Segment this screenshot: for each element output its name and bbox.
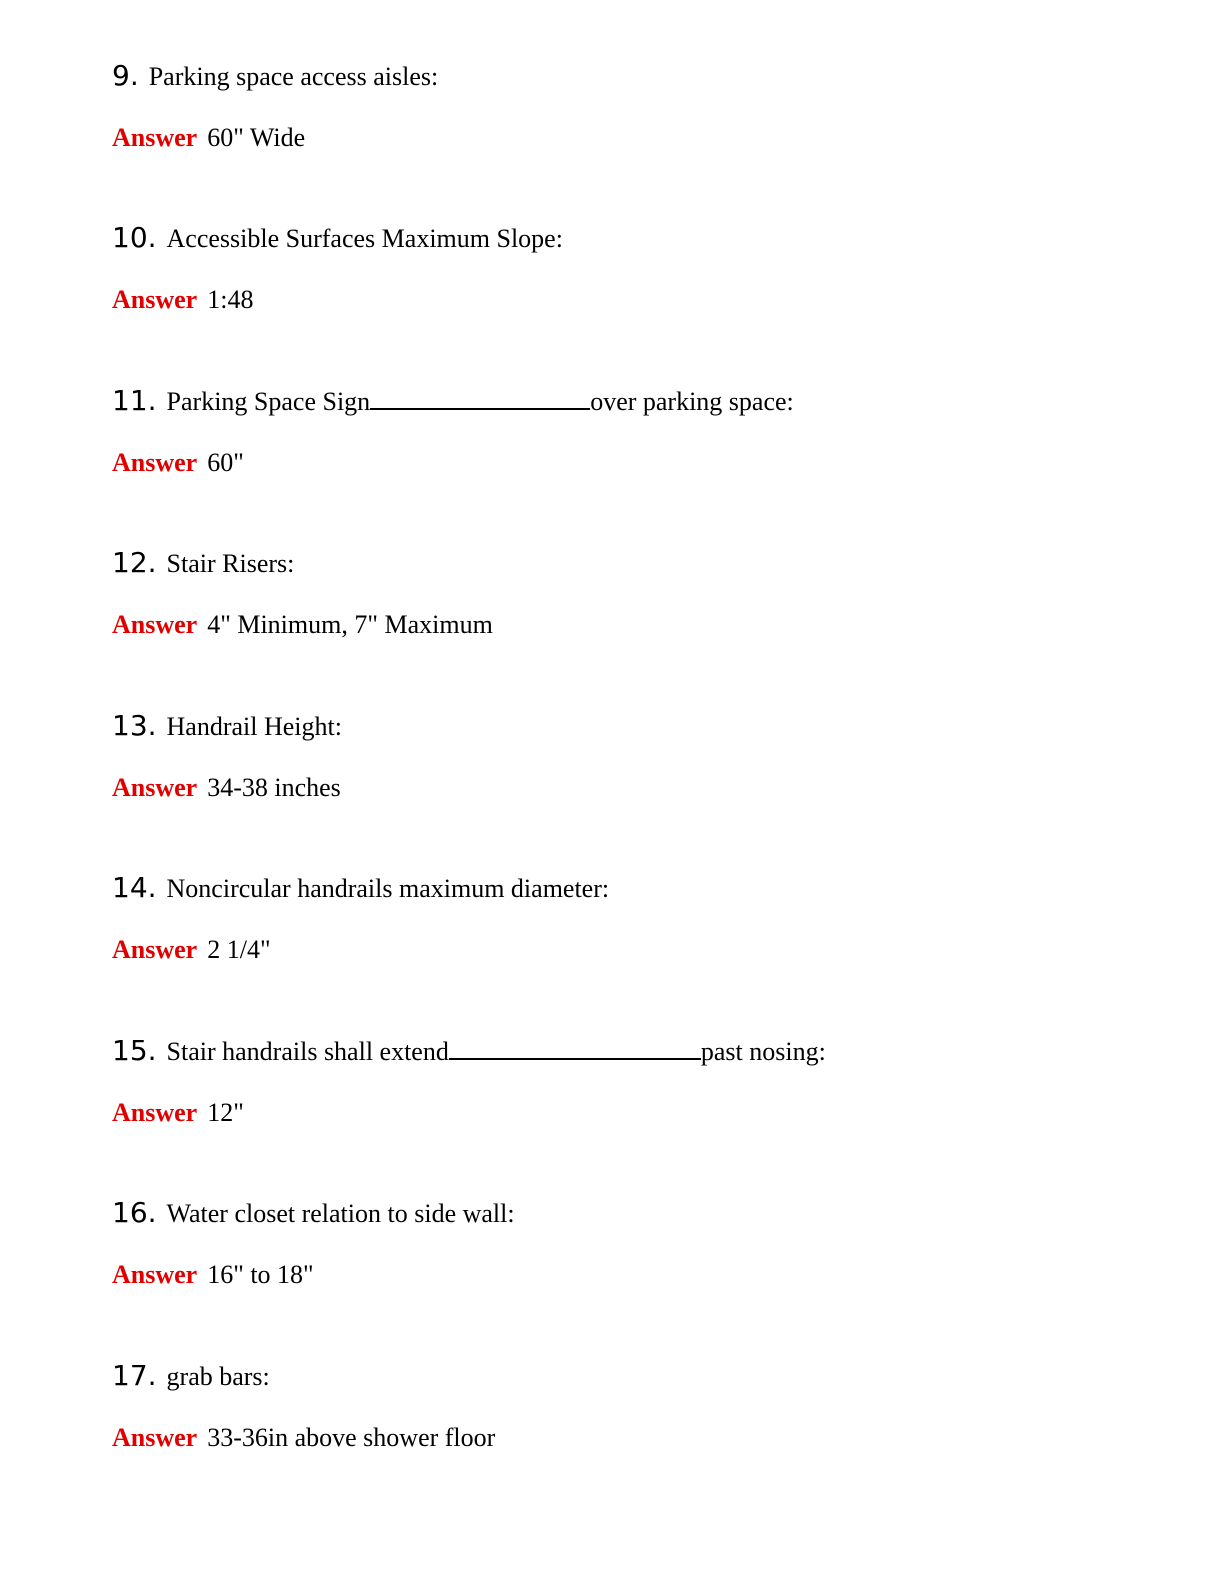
- question-line: [112, 1031, 1112, 1071]
- question-text: Accessible Surfaces Maximum Slope:: [166, 224, 563, 253]
- answer-line: [112, 768, 1112, 808]
- answer-line: [112, 1255, 1112, 1295]
- answer-label: Answer: [112, 448, 198, 477]
- question-item-12: [112, 543, 1112, 645]
- question-number: 17.: [112, 1359, 157, 1392]
- question-text: Noncircular handrails maximum diameter:: [166, 874, 610, 903]
- question-item-14: [112, 868, 1112, 970]
- question-line: [112, 868, 1112, 908]
- question-item-9: [112, 56, 1112, 158]
- question-number: 13.: [112, 709, 157, 742]
- answer-label: Answer: [112, 1260, 198, 1289]
- answer-value: 34-38 inches: [207, 773, 341, 802]
- answer-value: 60": [207, 448, 244, 477]
- answer-value: 60" Wide: [207, 123, 306, 152]
- question-number: 14.: [112, 871, 157, 904]
- question-item-13: [112, 706, 1112, 808]
- question-text-after-blank: over parking space:: [590, 387, 794, 416]
- answer-line: [112, 118, 1112, 158]
- answer-label: Answer: [112, 123, 198, 152]
- answer-value: 4" Minimum, 7" Maximum: [207, 610, 493, 639]
- answer-line: [112, 930, 1112, 970]
- question-item-10: [112, 218, 1112, 320]
- answer-line: [112, 443, 1112, 483]
- answer-label: Answer: [112, 1423, 198, 1452]
- fill-in-blank: [449, 1032, 701, 1060]
- question-item-11: [112, 381, 1112, 483]
- question-item-16: [112, 1193, 1112, 1295]
- answer-line: [112, 605, 1112, 645]
- question-line: [112, 381, 1112, 421]
- answer-value: 2 1/4": [207, 935, 271, 964]
- question-number: 10.: [112, 221, 157, 254]
- question-text: Handrail Height:: [166, 712, 342, 741]
- question-number: 12.: [112, 546, 157, 579]
- answer-value: 1:48: [207, 285, 254, 314]
- answer-line: [112, 1418, 1112, 1458]
- question-line: [112, 1356, 1112, 1396]
- answer-label: Answer: [112, 285, 198, 314]
- question-number: 15.: [112, 1034, 157, 1067]
- question-line: [112, 543, 1112, 583]
- question-item-15: [112, 1031, 1112, 1133]
- answer-line: [112, 280, 1112, 320]
- question-number: 11.: [112, 384, 157, 417]
- question-text-before-blank: Parking Space Sign: [166, 387, 371, 416]
- question-number: 9.: [112, 59, 139, 92]
- answer-value: 12": [207, 1098, 244, 1127]
- question-text-after-blank: past nosing:: [700, 1037, 826, 1066]
- question-item-17: [112, 1356, 1112, 1458]
- question-text-before-blank: Stair handrails shall extend: [166, 1037, 449, 1066]
- question-text: grab bars:: [166, 1362, 270, 1391]
- question-text: Parking space access aisles:: [148, 62, 439, 91]
- question-line: [112, 56, 1112, 96]
- question-line: [112, 706, 1112, 746]
- answer-label: Answer: [112, 610, 198, 639]
- answer-value: 16" to 18": [207, 1260, 314, 1289]
- answer-line: [112, 1093, 1112, 1133]
- answer-label: Answer: [112, 935, 198, 964]
- question-number: 16.: [112, 1196, 157, 1229]
- question-line: [112, 1193, 1112, 1233]
- answer-value: 33-36in above shower floor: [207, 1423, 496, 1452]
- answer-label: Answer: [112, 773, 198, 802]
- question-text: Stair Risers:: [166, 549, 295, 578]
- fill-in-blank: [370, 382, 590, 410]
- question-text: Water closet relation to side wall:: [166, 1199, 515, 1228]
- question-line: [112, 218, 1112, 258]
- answer-label: Answer: [112, 1098, 198, 1127]
